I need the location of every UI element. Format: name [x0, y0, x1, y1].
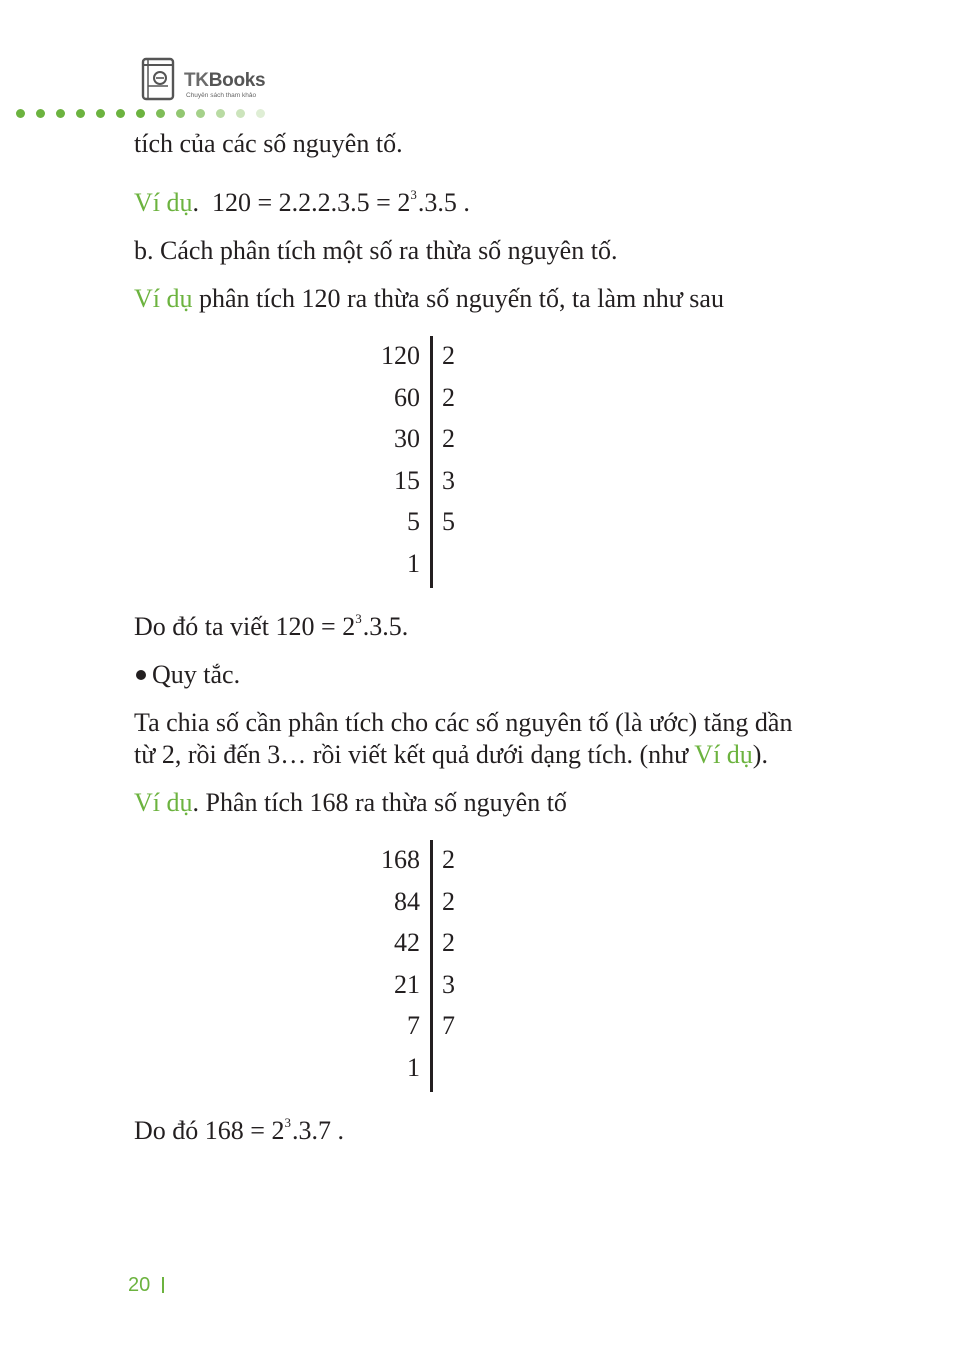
ladder-number: 120: [381, 341, 420, 370]
example-1-expression: $120 = 2.2.2.3.5 = 2^3.3.5$ .: [212, 187, 470, 217]
example-label: Ví dụ: [134, 788, 193, 817]
ladder-divisor: 2: [442, 341, 455, 370]
rule-line-2: từ 2, rồi đến 3… rồi viết kết quả dưới dạng tích. (như Ví dụ).: [134, 740, 768, 769]
section-heading-b: b. Cách phân tích một số ra thừa số nguyên tố.: [134, 236, 618, 265]
ladder-divider: [430, 336, 433, 588]
ladder-divider: [430, 840, 433, 1092]
header-dot: [136, 109, 145, 118]
ladder-divisor: 2: [442, 424, 455, 453]
brand-tagline: Chuyên sách tham khảo: [186, 92, 257, 99]
header-dot: [116, 109, 125, 118]
ladder-number: 1: [407, 1052, 420, 1082]
ladder-divisor: 2: [442, 382, 455, 412]
ladder-divisor: 7: [442, 1011, 455, 1040]
bullet-icon: [136, 670, 146, 680]
example-label: Ví dụ: [694, 740, 753, 769]
division-ladder-120: [360, 336, 500, 588]
tkbooks-logo: [140, 56, 280, 104]
header-dot: [36, 109, 45, 118]
header-dot: [216, 109, 225, 118]
ladder-number: 21: [394, 969, 420, 999]
header-dot: [256, 109, 265, 118]
ladder-divisor: 2: [442, 928, 455, 957]
division-ladder-168: [360, 840, 500, 1092]
header-dot: [96, 109, 105, 118]
example-1: Ví dụ. $120 = 2.2.2.3.5 = 2^3.3.5$ .: [134, 187, 470, 217]
ladder-divisor: 5: [442, 507, 455, 536]
conclusion-2: Do đó $168 = 2^3.3.7$ .: [134, 1115, 344, 1145]
ladder-number: 1: [407, 548, 420, 578]
ladder-number: 5: [407, 507, 420, 536]
header-dot: [56, 109, 65, 118]
brand-name: TKBooks: [184, 70, 266, 91]
example-label: Ví dụ: [134, 284, 193, 313]
header-dot: [16, 109, 25, 118]
ladder-number: 168: [381, 845, 420, 874]
ladder-number: 60: [394, 382, 420, 412]
ladder-divisor: 2: [442, 845, 455, 874]
conclusion-1: Do đó ta viết $120 = 2^3.3.5$.: [134, 611, 409, 641]
ladder-number: 30: [394, 424, 420, 453]
page-number: 20: [128, 1274, 164, 1297]
header-dot: [196, 109, 205, 118]
example-2: Ví dụ phân tích 120 ra thừa số nguyến tố, ta làm như sau: [134, 284, 724, 313]
rule-heading: Quy tắc.: [130, 660, 240, 690]
header-dot: [176, 109, 185, 118]
rule-line-1: Ta chia số cần phân tích cho các số nguyên tố (là ước) tăng dần: [134, 708, 793, 737]
book-logo-icon: [140, 56, 178, 102]
ladder-number: 42: [394, 928, 420, 957]
text-line-1: tích của các số nguyên tố.: [134, 129, 403, 158]
ladder-divisor: 2: [442, 886, 455, 916]
example-label: Ví dụ: [134, 188, 193, 217]
page-separator: [162, 1277, 164, 1293]
header-dot: [156, 109, 165, 118]
header-dot: [76, 109, 85, 118]
example-3: Ví dụ. Phân tích 168 ra thừa số nguyên tố: [134, 788, 567, 817]
ladder-divisor: 3: [442, 465, 455, 495]
ladder-divisor: 3: [442, 969, 455, 999]
ladder-number: 15: [394, 465, 420, 495]
header-dot: [236, 109, 245, 118]
ladder-number: 84: [394, 886, 420, 916]
ladder-number: 7: [407, 1011, 420, 1040]
